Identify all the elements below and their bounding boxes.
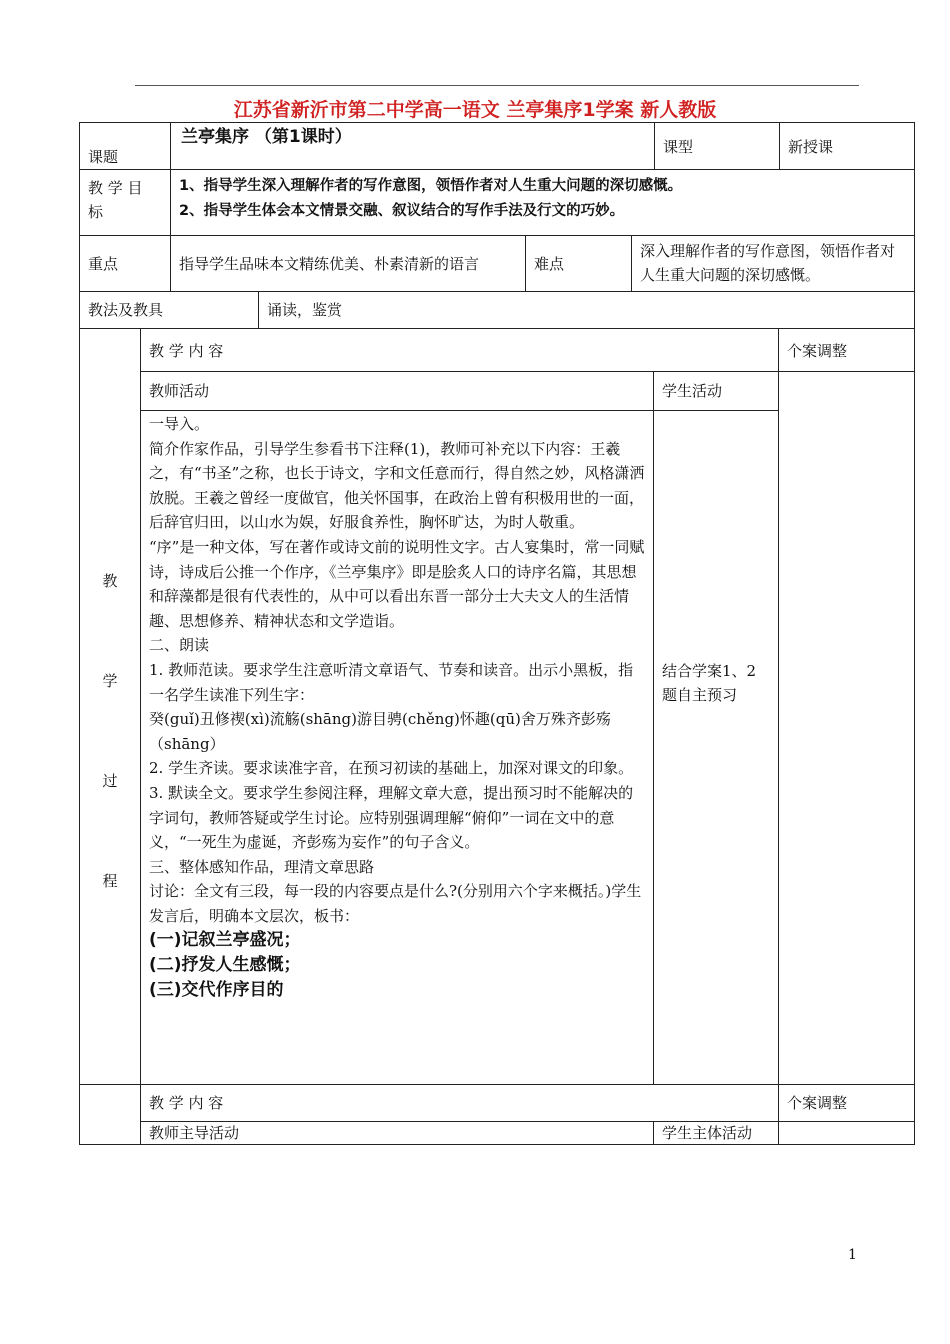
teacher-line: 3. 默读全文。要求学生参阅注释，理解文章大意，提出预习时不能解决的字词句，教师答疑或学生讨论。应特别强调理解“俯仰”一词在文中的意义，“一死生为虚诞，齐彭殇为妄作”的句子含义。 bbox=[149, 783, 634, 852]
lesson-type-label-cell bbox=[654, 122, 780, 170]
process-adjust-header-cell bbox=[778, 328, 915, 372]
lesson-type-label: 课型 bbox=[663, 138, 694, 156]
teacher-line: “序”是一种文体，写在著作或诗文前的说明性文字。古人宴集时，常一同赋诗，诗成后公推一个作序，《兰亭集序》即是脍炙人口的诗序名篇，其思想和辞藻都是很有代表性的，从中可以看出东晋一部分士大夫文人的生活情趣、思想修养、精神状态和文学造诣。 bbox=[149, 537, 645, 630]
lesson-type-value: 新授课 bbox=[788, 138, 834, 156]
board-line: (三)交代作序目的 bbox=[149, 980, 284, 1001]
key-point-label-cell bbox=[79, 235, 171, 292]
bottom-side-cell bbox=[79, 1084, 141, 1145]
process-side-char: 过 bbox=[102, 772, 118, 790]
teacher-line: 讨论：全文有三段，每一段的内容要点是什么?(分别用六个字来概括。)学生发言后，明确本文层次，板书： bbox=[149, 882, 642, 925]
bottom-student-header: 学生主体活动 bbox=[662, 1124, 753, 1142]
method-label: 教法及教具 bbox=[88, 301, 164, 319]
teacher-activity-header: 教师活动 bbox=[149, 382, 210, 400]
subject-value: 兰亭集序 （第1课时） bbox=[181, 127, 352, 147]
goal-item: 1、指导学生深入理解作者的写作意图，领悟作者对人生重大问题的深切感慨。 bbox=[179, 178, 683, 194]
difficulty-value: 深入理解作者的写作意图，领悟作者对人生重大问题的深切感慨。 bbox=[640, 242, 896, 284]
teacher-activity-header-cell bbox=[140, 371, 654, 411]
process-side-char: 教 bbox=[102, 572, 118, 590]
bottom-teacher-header: 教师主导活动 bbox=[149, 1124, 240, 1142]
board-line: (二)抒发人生感慨； bbox=[149, 955, 301, 976]
goals-content-cell bbox=[170, 169, 915, 236]
difficulty-label-cell bbox=[525, 235, 632, 292]
teacher-line: 简介作家作品，引导学生参看书下注释(1)，教师可补充以下内容：王羲之，有“书圣”之称，也长于诗文，字和文任意而行，得自然之妙，风格潇洒放脱。王羲之曾经一度做官，他关怀国事，在政治上曾有积极用世的一面，后辞官归田，以山水为娱，好服食养性，胸怀旷达，为时人敬重。 bbox=[149, 439, 645, 532]
teacher-line: 2. 学生齐读。要求读准字音，在预习初读的基础上，加深对课文的印象。 bbox=[149, 759, 634, 778]
key-point-value: 指导学生品味本文精练优美、朴素清新的语言 bbox=[179, 255, 480, 273]
student-activity-header: 学生活动 bbox=[662, 382, 723, 400]
goal-item: 2、指导学生体会本文情景交融、叙议结合的写作手法及行文的巧妙。 bbox=[179, 203, 625, 219]
key-point-label: 重点 bbox=[88, 255, 119, 273]
teacher-line: 癸(guǐ)丑修禊(xì)流觞(shāng)游目骋(chěng)怀趣(qū)舍万殊齐彭殇（shāng） bbox=[149, 710, 611, 753]
student-activity-content-cell bbox=[653, 410, 779, 1085]
teacher-line: 1. 教师范读。要求学生注意听清文章语气、节奏和读音。出示小黑板，指一名学生读准下列生字： bbox=[149, 660, 634, 704]
header-rule bbox=[135, 85, 859, 86]
key-point-value-cell bbox=[170, 235, 526, 292]
bottom-adjust-cell bbox=[778, 1121, 915, 1145]
difficulty-label: 难点 bbox=[534, 255, 565, 273]
method-label-cell bbox=[79, 291, 259, 329]
goals-label: 教 学 目 标 bbox=[88, 179, 143, 221]
process-content-header: 教 学 内 容 bbox=[149, 342, 224, 360]
teacher-line: 三、整体感知作品，理清文章思路 bbox=[149, 857, 375, 876]
bottom-adjust-header-cell bbox=[778, 1084, 915, 1122]
lesson-type-value-cell bbox=[779, 122, 915, 170]
individual-adjust-cell bbox=[778, 371, 915, 1085]
subject-value-cell bbox=[170, 122, 655, 170]
process-side-char: 程 bbox=[102, 872, 118, 890]
bottom-student-header-cell bbox=[653, 1121, 779, 1145]
teacher-line: 二、朗读 bbox=[149, 636, 210, 655]
lesson-plan-table bbox=[79, 122, 915, 1145]
document-title: 江苏省新沂市第二中学高一语文 兰亭集序1学案 新人教版 bbox=[233, 99, 717, 121]
bottom-content-header-cell bbox=[140, 1084, 779, 1122]
process-content-header-cell bbox=[140, 328, 779, 372]
bottom-teacher-header-cell bbox=[140, 1121, 654, 1145]
subject-label: 课题 bbox=[88, 148, 119, 166]
process-side-label-cell bbox=[79, 328, 141, 1085]
bottom-content-header: 教 学 内 容 bbox=[149, 1094, 224, 1112]
teacher-line: 一导入。 bbox=[149, 415, 210, 433]
board-line: (一)记叙兰亭盛况； bbox=[149, 930, 301, 951]
page-number: 1 bbox=[848, 1247, 857, 1263]
goals-label-cell bbox=[79, 169, 171, 236]
process-adjust-header: 个案调整 bbox=[787, 342, 848, 360]
difficulty-value-cell bbox=[631, 235, 915, 292]
method-value-cell bbox=[258, 291, 915, 329]
bottom-adjust-header: 个案调整 bbox=[787, 1094, 848, 1112]
process-side-char: 学 bbox=[102, 672, 118, 690]
teacher-activity-content-cell bbox=[140, 410, 654, 1085]
method-value: 诵读，鉴赏 bbox=[267, 301, 343, 319]
student-activity-header-cell bbox=[653, 371, 779, 411]
student-activity-text: 结合学案1、2题自主预习 bbox=[662, 662, 757, 704]
subject-label-cell bbox=[79, 122, 171, 170]
